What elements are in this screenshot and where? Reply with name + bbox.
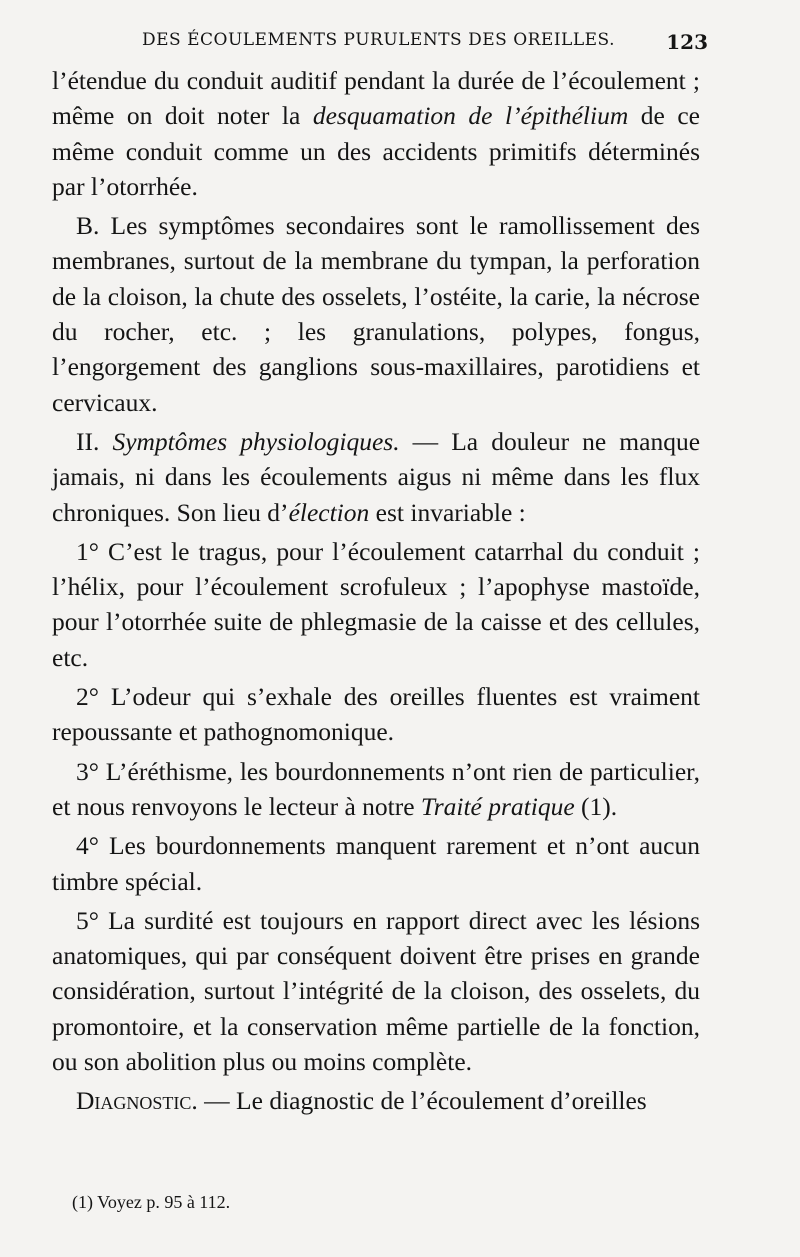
page-number: 123 — [666, 30, 708, 54]
paragraph — [52, 63, 700, 204]
paragraph — [52, 828, 700, 899]
text-run: — La douleur ne manque jamais, ni dans les écoulements aigus ni même dans les flux chroniques. Son lieu d’ — [52, 426, 701, 527]
italic-run: élection — [288, 497, 370, 527]
italic-run: Traité pratique — [420, 791, 575, 821]
text-run: de ce même conduit comme un des accidents primitifs déterminés par l’otorrhée. — [52, 101, 700, 201]
paragraph — [52, 903, 700, 1079]
small-caps-run: Diagnostic. — [76, 1086, 198, 1116]
text-run: 2° L’odeur qui s’exhale des oreilles fluentes est vraiment repoussante et pathognomonique. — [52, 682, 700, 747]
text-run: est invariable : — [369, 497, 526, 527]
text-run: — Le diagnostic de l’écoulement d’oreilles — [197, 1086, 647, 1116]
running-title: DES ÉCOULEMENTS PURULENTS DES OREILLES. — [142, 30, 615, 50]
text-run: 5° La surdité est toujours en rapport direct avec les lésions anatomiques, qui par conséquent doivent être prises en grande considération, surtout l’intégrité de la cloison, des osselets, du promontoire, et la conservation même partielle de la fonction, ou son abolition plus ou moins complète. — [52, 905, 700, 1077]
text-run: (1). — [574, 791, 618, 821]
text-run: II. — [76, 426, 113, 456]
text-run: 4° Les bourdonnements manquent rarement et n’ont aucun timbre spécial. — [52, 831, 700, 896]
text-run: B. Les symptômes secondaires sont le ramollissement des membranes, surtout de la membrane du tympan, la perforation de la cloison, la chute des osselets, l’ostéite, la carie, la nécrose du rocher, etc. ; les granulations, polypes, fongus, l’engorgement des ganglions sous-maxillaires, parotidiens et cervicaux. — [52, 211, 700, 417]
text-run: l’étendue du conduit auditif pendant la durée de l’écoulement ; même on doit noter la — [52, 66, 700, 131]
text-run: 1° C’est le tragus, pour l’écoulement catarrhal du conduit ; l’hélix, pour l’écoulement scrofuleux ; l’apophyse mastoïde, pour l’otorrhée suite de phlegmasie de la caisse et des cellules, etc. — [52, 536, 700, 672]
paragraph — [52, 1083, 700, 1118]
body-text — [52, 63, 700, 1119]
paragraph — [52, 208, 700, 420]
paragraph — [52, 534, 700, 675]
footnote: (1) Voyez p. 95 à 112. — [72, 1192, 231, 1212]
paragraph — [52, 424, 700, 530]
page-header — [90, 30, 708, 60]
italic-run: Symptômes physiologiques. — [112, 426, 400, 456]
paragraph — [52, 679, 700, 750]
paragraph — [52, 754, 700, 825]
text-run: 3° L’éréthisme, les bourdonnements n’ont rien de particulier, et nous renvoyons le lecteur à notre — [52, 756, 700, 821]
italic-run: desquamation de l’épithélium — [312, 101, 629, 131]
